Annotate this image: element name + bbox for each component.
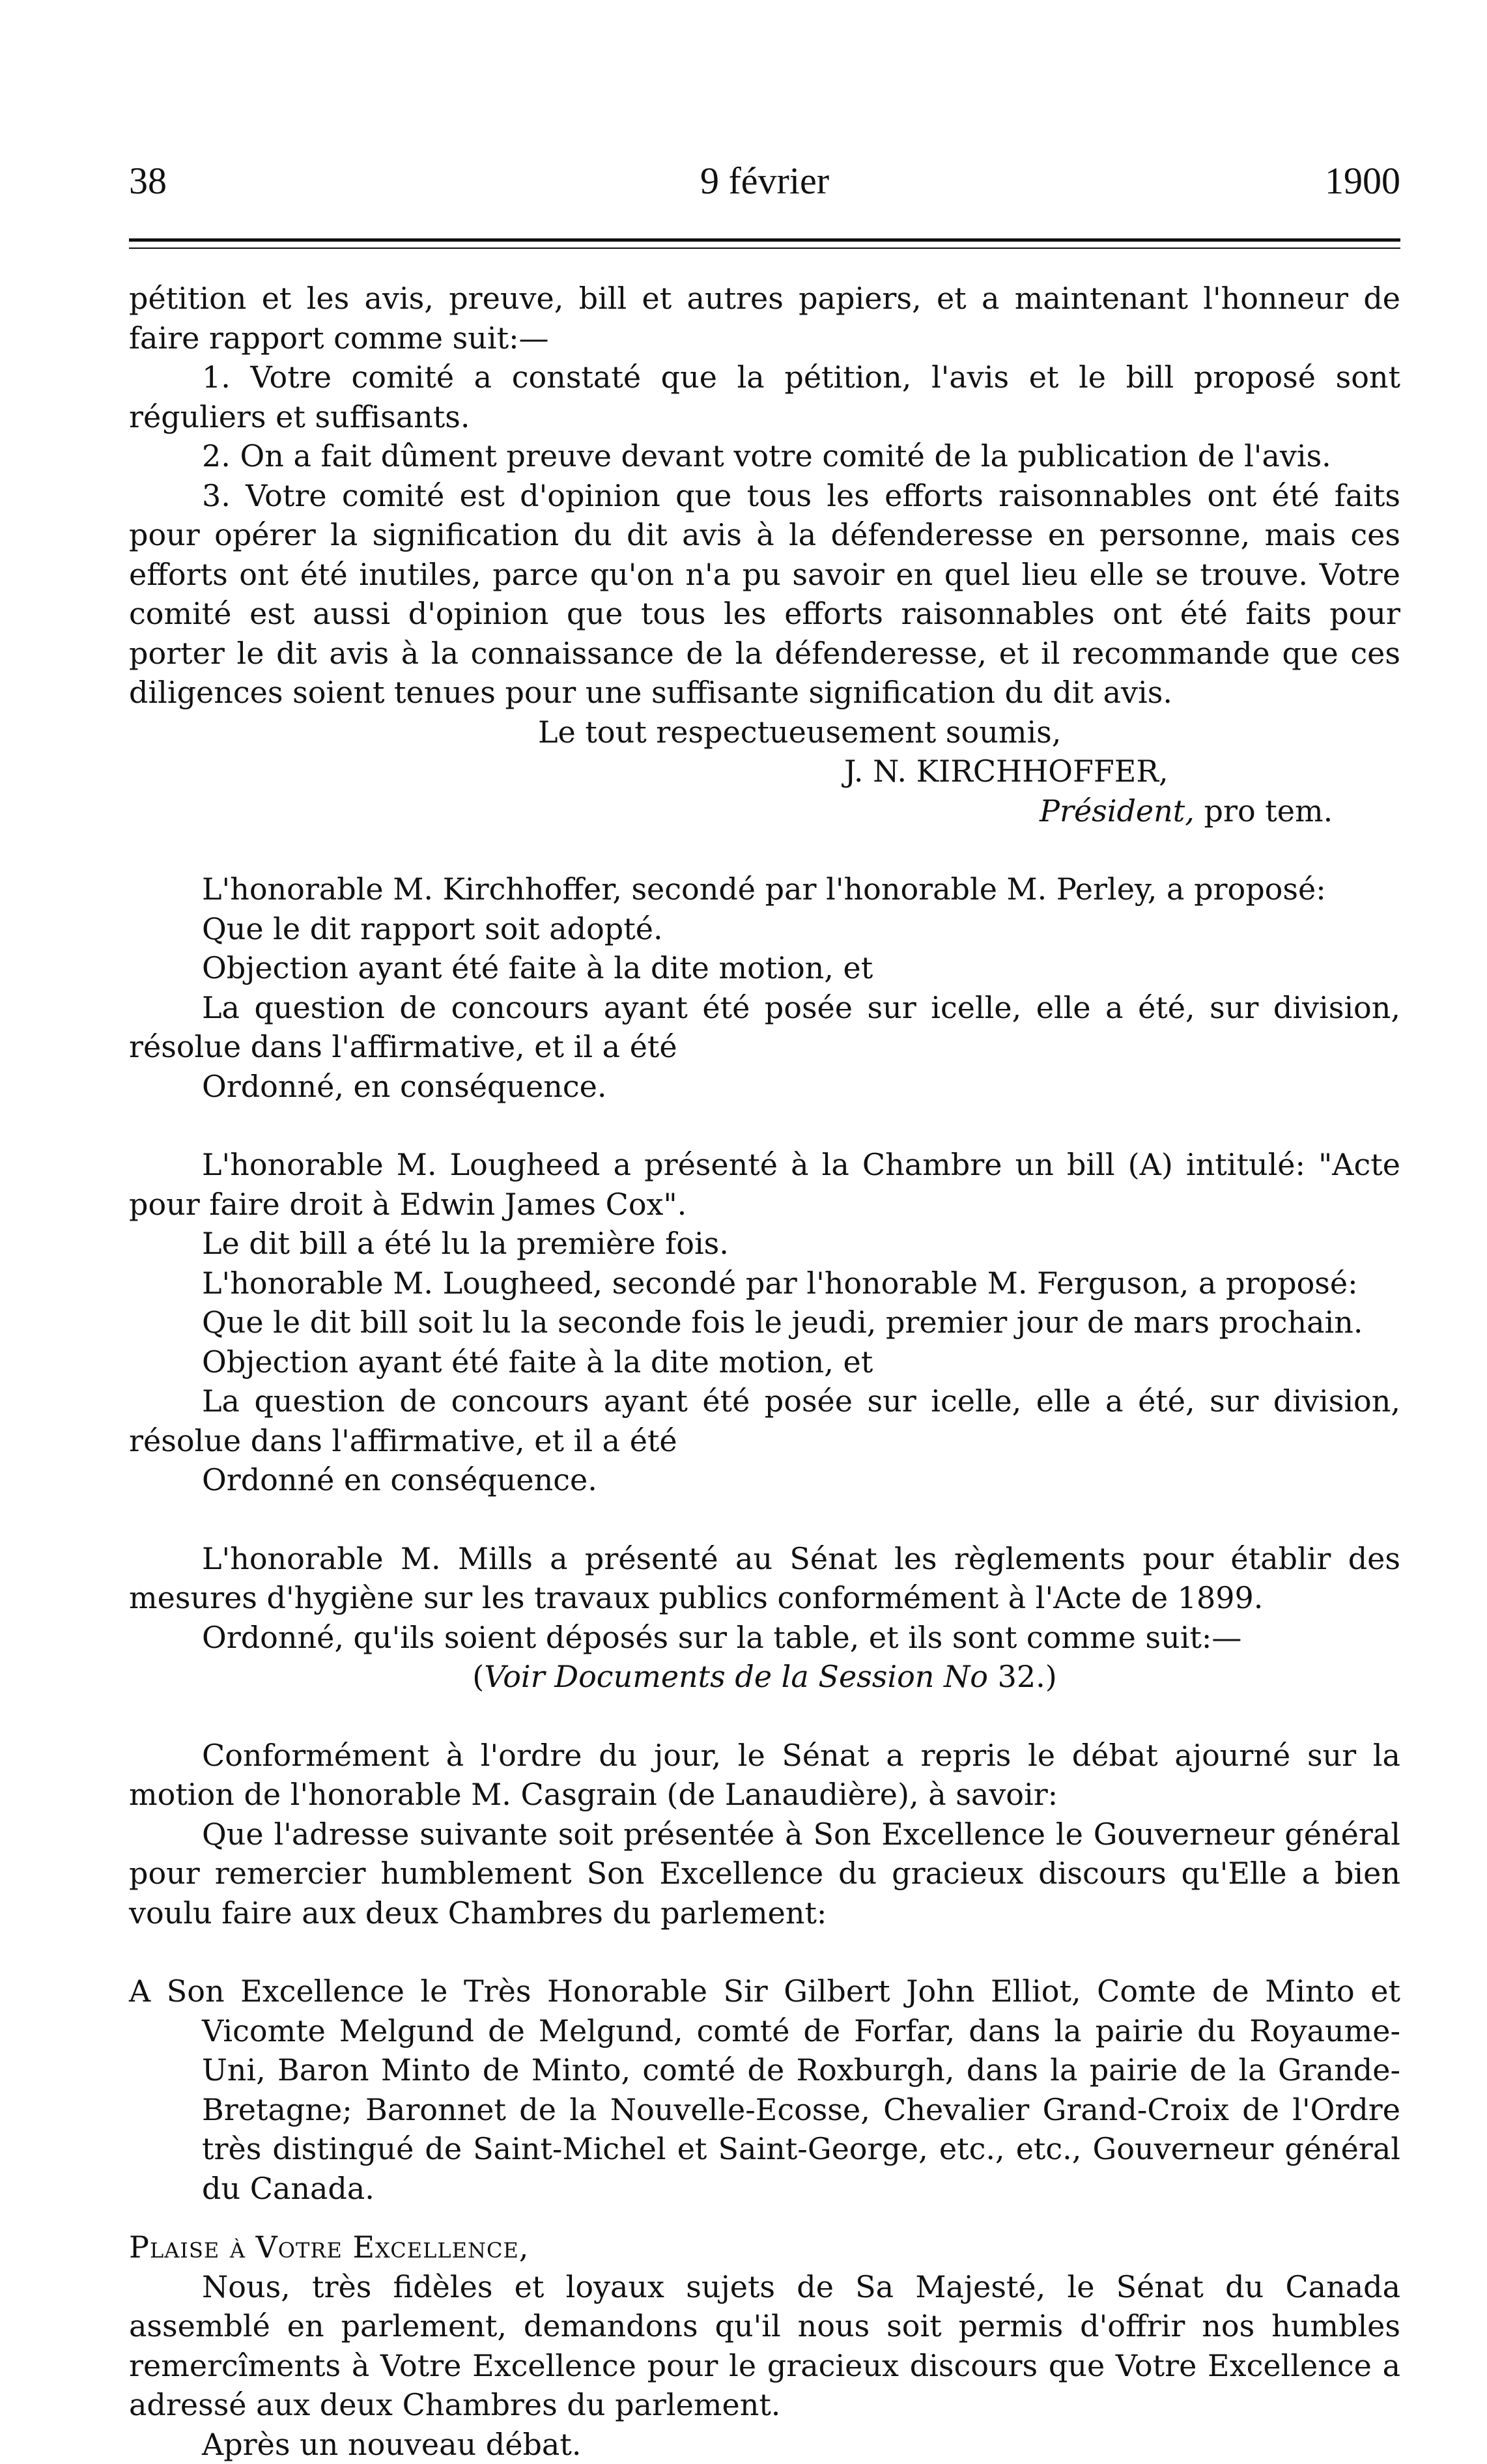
salutation: Plaise à Votre Excellence,: [129, 2228, 1400, 2267]
paragraph: 3. Votre comité est d'opinion que tous les efforts raisonnables ont été faits pour opérer la signification du dit avis à la défenderesse en personne, mais ces efforts ont été inutiles, parce qu'on n'a pu savoir en quel lieu elle se trouve. Votre comité est aussi d'opinion que tous les efforts raisonnables ont été faits pour porter le dit avis à la connaissance de la défenderesse, et il recommande que ces diligences soient tenues pour une suffisante signification du dit avis.: [129, 476, 1400, 713]
paragraph: pétition et les avis, preuve, bill et autres papiers, et a maintenant l'honneur de faire rapport comme suit:—: [129, 279, 1400, 358]
paragraph: Nous, très fidèles et loyaux sujets de Sa Majesté, le Sénat du Canada assemblé en parlement, demandons qu'il nous soit permis d'offrir nos humbles remercîments à Votre Excellence pour le gracieux discours que Votre Excellence a adressé aux deux Chambres du parlement.: [129, 2267, 1400, 2425]
signature: J. N. KIRCHHOFFER,: [129, 752, 1400, 791]
paragraph: Après un nouveau débat.: [129, 2425, 1400, 2464]
header-date: 9 février: [129, 155, 1400, 207]
header-rule: [129, 238, 1400, 242]
paragraph: Conformément à l'ordre du jour, le Sénat a repris le débat ajourné sur la motion de l'honorable M. Casgrain (de Lanaudière), à savoir:: [129, 1736, 1400, 1815]
paragraph: L'honorable M. Mills a présenté au Sénat les règlements pour établir des mesures d'hygiène sur les travaux publics conformément à l'Acte de 1899.: [129, 1539, 1400, 1618]
spacer: [129, 1697, 1400, 1736]
header-year: 1900: [1325, 155, 1400, 207]
spacer: [129, 1106, 1400, 1145]
page-header: [129, 155, 1400, 207]
paragraph: La question de concours ayant été posée sur icelle, elle a été, sur division, résolue dans l'affirmative, et il a été: [129, 1381, 1400, 1460]
paragraph: L'honorable M. Lougheed a présenté à la Chambre un bill (A) intitulé: "Acte pour faire droit à Edwin James Cox".: [129, 1145, 1400, 1224]
reference-open: (: [472, 1659, 484, 1694]
paragraph: Ordonné, en conséquence.: [129, 1067, 1400, 1107]
signature-title: [129, 791, 1400, 831]
document-reference: [129, 1657, 1400, 1697]
paragraph: Objection ayant été faite à la dite motion, et: [129, 1342, 1400, 1382]
closing-line: Le tout respectueusement soumis,: [129, 713, 1400, 752]
address-paragraph: A Son Excellence le Très Honorable Sir Gilbert John Elliot, Comte de Minto et Vicomte Melgund de Melgund, comté de Forfar, dans la pairie du Royaume-Uni, Baron Minto de Minto, comté de Roxburgh, dans la pairie de la Grande-Bretagne; Baronnet de la Nouvelle-Ecosse, Chevalier Grand-Croix de l'Ordre très distingué de Saint-Michel et Saint-George, etc., etc., Gouverneur général du Canada.: [129, 1972, 1400, 2208]
paragraph: Que le dit bill soit lu la seconde fois le jeudi, premier jour de mars prochain.: [129, 1303, 1400, 1342]
paragraph: Objection ayant été faite à la dite motion, et: [129, 948, 1400, 988]
paragraph: 2. On a fait dûment preuve devant votre comité de la publication de l'avis.: [129, 436, 1400, 476]
paragraph: 1. Votre comité a constaté que la pétition, l'avis et le bill proposé sont réguliers et suffisants.: [129, 358, 1400, 436]
paragraph: Que le dit rapport soit adopté.: [129, 909, 1400, 949]
spacer: [129, 1933, 1400, 1972]
signature-title-rest: pro tem.: [1195, 793, 1333, 828]
spacer: [129, 830, 1400, 870]
signature-title-italic: Président,: [1040, 793, 1195, 828]
spacer: [129, 1500, 1400, 1539]
page-number: 38: [129, 155, 167, 207]
paragraph: L'honorable M. Kirchhoffer, secondé par l'honorable M. Perley, a proposé:: [129, 870, 1400, 909]
paragraph: Que l'adresse suivante soit présentée à Son Excellence le Gouverneur général pour remercier humblement Son Excellence du gracieux discours qu'Elle a bien voulu faire aux deux Chambres du parlement:: [129, 1815, 1400, 1933]
spacer: [129, 2208, 1400, 2228]
reference-italic: Voir Documents de la Session No: [484, 1659, 988, 1694]
paragraph: La question de concours ayant été posée sur icelle, elle a été, sur division, résolue dans l'affirmative, et il a été: [129, 988, 1400, 1067]
paragraph: Ordonné, qu'ils soient déposés sur la table, et ils sont comme suit:—: [129, 1618, 1400, 1658]
paragraph: L'honorable M. Lougheed, secondé par l'honorable M. Ferguson, a proposé:: [129, 1264, 1400, 1303]
reference-close: 32.): [988, 1659, 1057, 1694]
paragraph: Le dit bill a été lu la première fois.: [129, 1224, 1400, 1264]
document-body: [129, 279, 1400, 2464]
header-rule-thin: [129, 248, 1400, 249]
paragraph: Ordonné en conséquence.: [129, 1460, 1400, 1500]
